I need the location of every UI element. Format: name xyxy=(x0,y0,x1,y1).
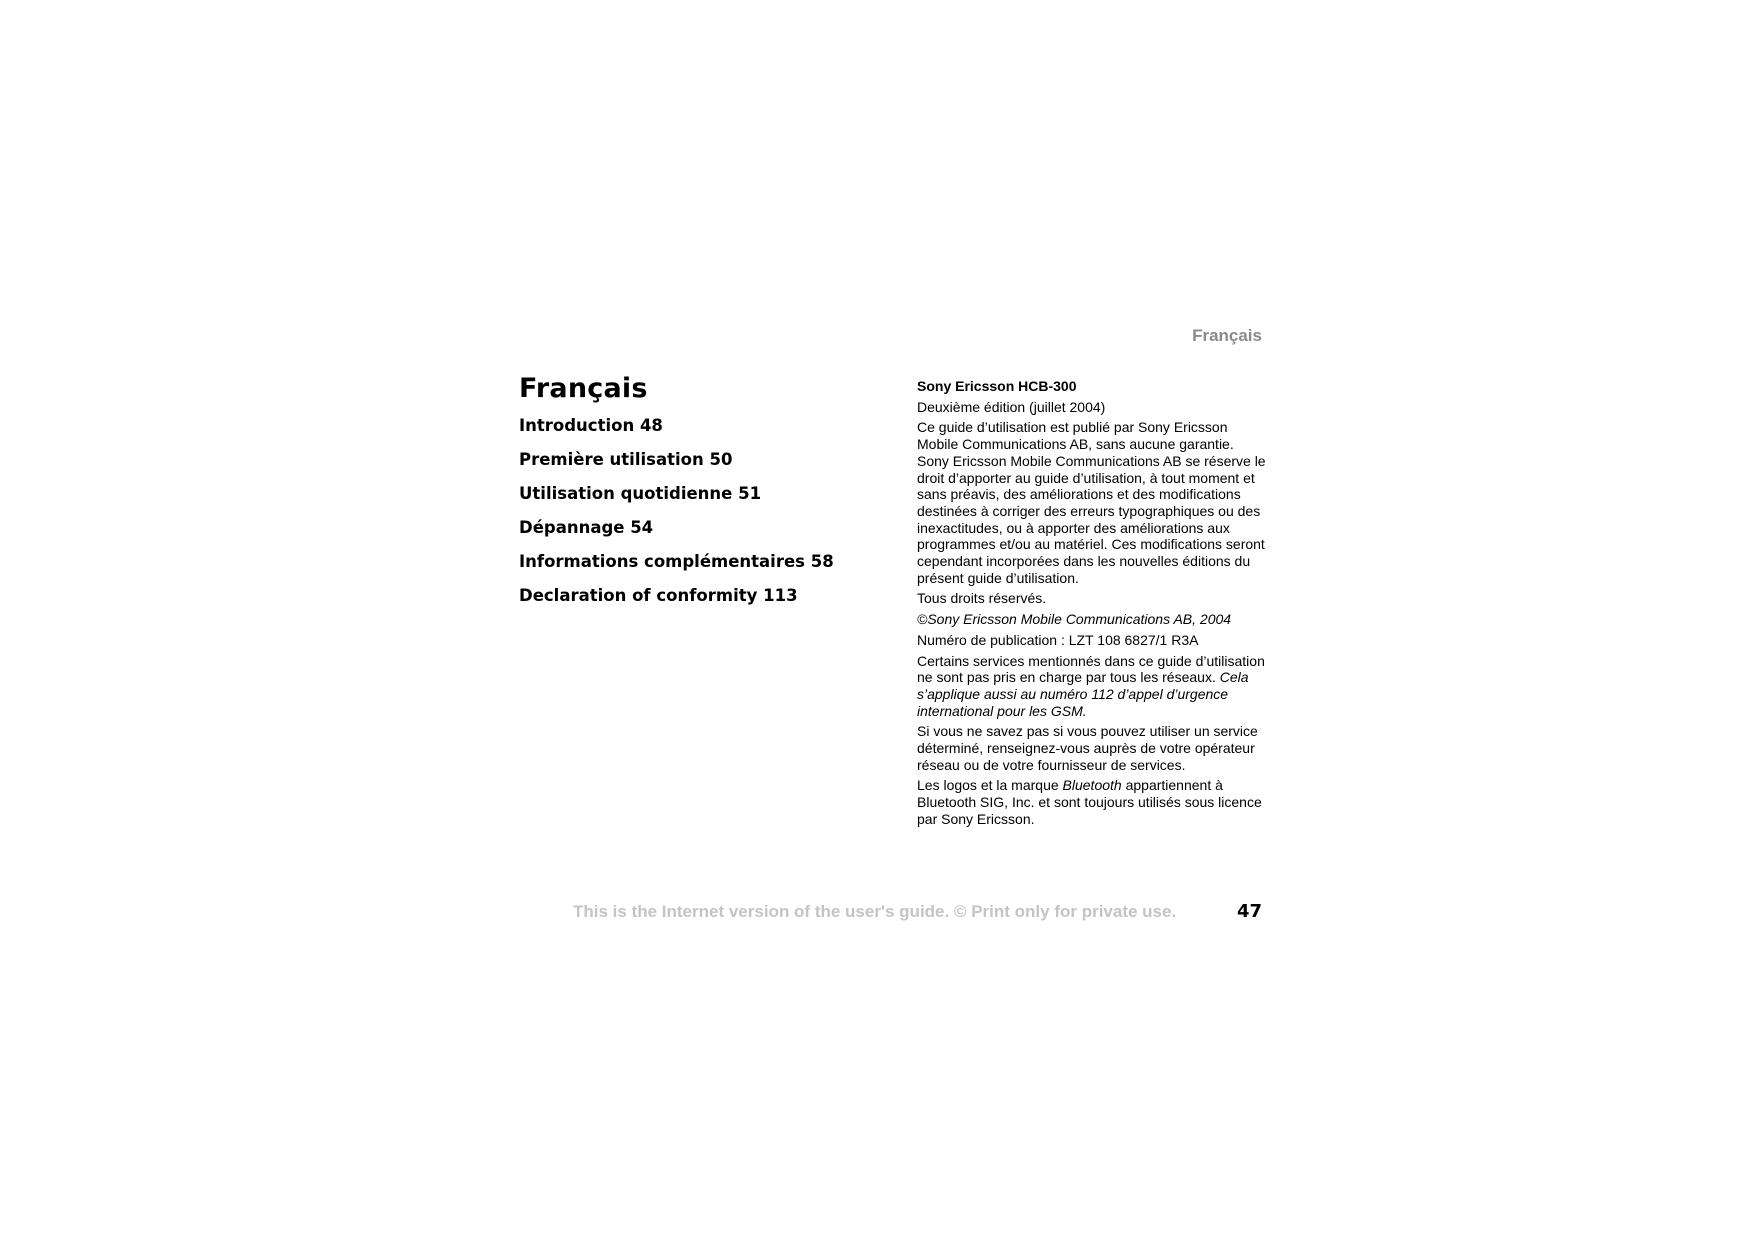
toc-item-declaration-of-conformity[interactable]: Declaration of conformity 113 xyxy=(519,586,798,605)
bluetooth-text-after: appartiennent à Bluetooth SIG, Inc. et sont toujours utilisés sous licence par Sony Ericsson. xyxy=(917,777,1262,827)
toc-list xyxy=(519,417,869,621)
emergency-note: Cela s’applique aussi au numéro 112 d’appel d’urgence international pour les GSM. xyxy=(917,669,1249,719)
product-name: Sony Ericsson HCB-300 xyxy=(917,378,1077,394)
section-title: Français xyxy=(519,373,648,404)
disclaimer-paragraph: Ce guide d’utilisation est publié par Sony Ericsson Mobile Communications AB, sans aucune garantie. Sony Ericsson Mobile Communications AB se réserve le droit d’apporter au guide d’utilisation, à tout moment et sans préavis, des améliorations et des modifications destinées à corriger des erreurs typographiques ou des inexactitudes, ou à apporter des améliorations aux programmes et/ou au matériel. Ces modifications seront cependant incorporées dans les nouvelles éditions du présent guide d’utilisation. xyxy=(917,419,1266,586)
toc-item-introduction[interactable]: Introduction 48 xyxy=(519,416,663,435)
operator-paragraph: Si vous ne savez pas si vous pouvez utiliser un service déterminé, renseignez-vous auprès de votre opérateur réseau ou de votre fournisseur de services. xyxy=(917,723,1258,773)
toc-item-depannage[interactable]: Dépannage 54 xyxy=(519,518,654,537)
legal-information xyxy=(917,378,1267,832)
publication-number: Numéro de publication : LZT 108 6827/1 R3A xyxy=(917,631,1199,648)
running-header: Français xyxy=(1192,326,1262,345)
copyright-line xyxy=(917,611,1267,628)
edition-line: Deuxième édition (juillet 2004) xyxy=(917,398,1106,415)
bluetooth-paragraph xyxy=(917,777,1267,827)
page-number: 47 xyxy=(1236,901,1262,922)
toc-item-informations-complementaires[interactable]: Informations complémentaires 58 xyxy=(519,552,834,571)
services-text: Certains services mentionnés dans ce guide d’utilisation ne sont pas pris en charge par tous les réseaux. xyxy=(917,652,1265,686)
toc-item-premiere-utilisation[interactable]: Première utilisation 50 xyxy=(519,450,733,469)
services-paragraph xyxy=(917,653,1267,720)
footer-note: This is the Internet version of the user's guide. © Print only for private use. xyxy=(573,902,1177,921)
bluetooth-text-before: Les logos et la marque xyxy=(917,777,1063,794)
rights-line: Tous droits réservés. xyxy=(917,590,1047,607)
table-of-contents xyxy=(519,373,869,621)
copyright-text: ©Sony Ericsson Mobile Communications AB, 2004 xyxy=(917,611,1232,628)
bluetooth-brand: Bluetooth xyxy=(1062,777,1122,794)
toc-item-utilisation-quotidienne[interactable]: Utilisation quotidienne 51 xyxy=(519,484,762,503)
